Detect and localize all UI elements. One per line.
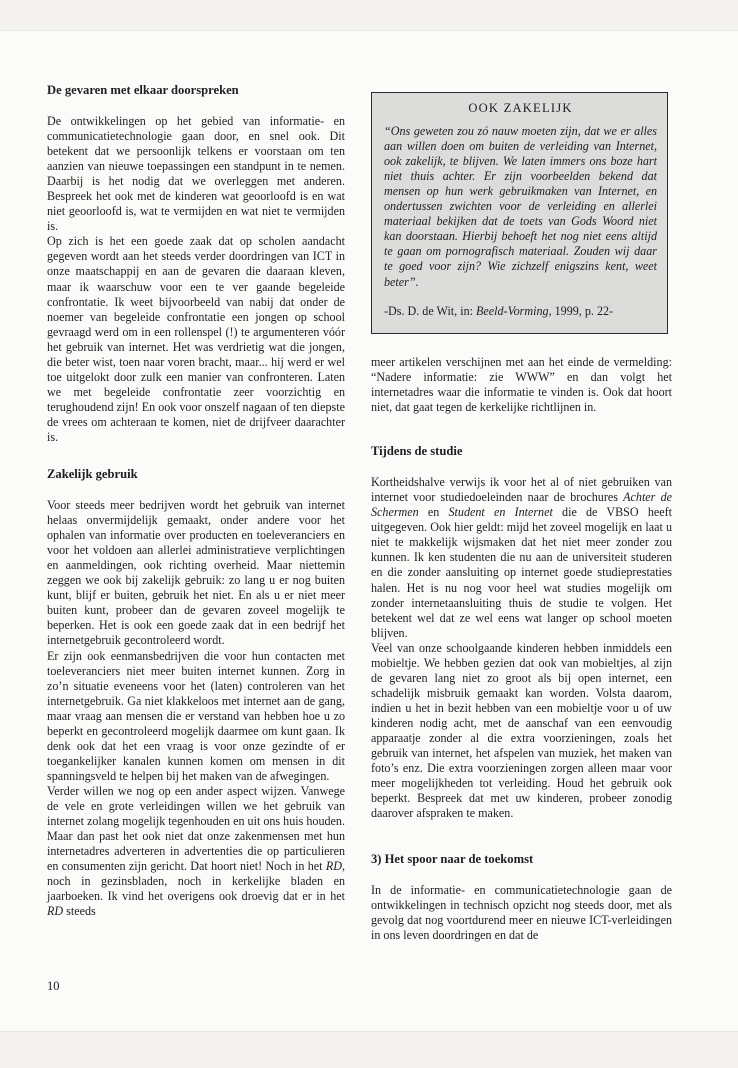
book-title: Student en Internet: [448, 505, 553, 520]
book-title: Achter de Schermen: [371, 490, 672, 520]
left-column: [47, 83, 345, 919]
paragraph: In de informatie- en communicatietechnologie gaan de ontwikkelingen in technisch opzicht nog steeds door, met als gevolg dat nog voortdurend meer en nieuwe ICT-verleidingen in ons leven doordringen en dat de: [371, 883, 672, 943]
heading-gevaren-doorspreken: De gevaren met elkaar doorspreken: [47, 83, 239, 97]
quote-text: “Ons geweten zou zó nauw moeten zijn, dat we er alles aan willen doen om buiten de verleiding van Internet, ook zakelijk, te blijven. We laten immers ons boze hart niet thuis achter. Er zijn voorbeelden bekend dat mensen op hun werk gebruikmaken van Internet, en ondertussen zwichten voor de verleiding en allerlei materiaal bekijken dat de toets van Gods Woord niet kan doorstaan. Hierbij behoeft het nog niet eens altijd te gaan om pornografisch materiaal. Zouden wij daar te goed voor zijn? Wie zichzelf enigszins kent, weet beter”.: [384, 124, 657, 289]
page: [0, 30, 738, 1032]
quote-source: -Ds. D. de Wit, in: Beeld-Vorming, 1999, p. 22-: [384, 303, 614, 318]
quote-box-title: OOK ZAKELIJK: [468, 101, 573, 115]
heading-zakelijk-gebruik: Zakelijk gebruik: [47, 467, 138, 482]
paragraph: meer artikelen verschijnen met aan het einde de vermelding: “Nadere informatie: zie WWW” en dan volgt het internetadres waar die informatie te vinden is. Ook dat hoort niet, dat gaat tegen de kerkelijke richtlijnen in.: [371, 355, 672, 415]
paragraph: Kortheidshalve verwijs ik voor het al of niet gebruiken van internet voor studiedoeleinden naar de brochures Achter de Schermen en Student en Internet die de VBSO heeft uitgegeven. Ook hier geldt: mijd het zoveel mogelijk en laat u niet te makkelijk wijsmaken dat het niet meer zonder zou kunnen. Ik ken studenten die nu aan de universiteit studeren en die zonder aansluiting op internet goede studieprestaties halen. Het is nu nog voor heel wat studies mogelijk om zonder internetaansluiting thuis de studie te volgen. Het betekent wel dat ze wel eens wat langer op school moeten blijven.: [371, 475, 672, 640]
paragraph: Veel van onze schoolgaande kinderen hebben inmiddels een mobieltje. We hebben gezien dat ook van mobieltjes, al zijn de gevaren lang niet zo groot als bij open internet, een schadelijk misbruik gemaakt kan worden. Volsta daarom, indien u het in bezit hebben van een mobieltje voor u of uw kinderen nodig acht, met de aanschaf van een eenvoudig apparaatje zonder al die extra voorzieningen, zoals het gebruik van internet, het afspelen van muziek, het maken van foto’s enz. Die extra voorzieningen zorgen alleen maar voor meer mogelijkheden tot verleiding. Houd het gebruik ook beperkt. Bespreek dat met uw kinderen, probeer zonodig daarover afspraken te maken.: [371, 640, 672, 821]
right-column: [371, 355, 672, 943]
paragraph: De ontwikkelingen op het gebied van informatie- en communicatietechnologie gaan door, en snel ook. Dit betekent dat we persoonlijk telkens er voorstaan om ten aanzien van nieuwe toepassingen een standpunt in te nemen. Daarbij is het nodig dat we overleggen met anderen. Bespreek het ook met de kinderen wat geoorloofd is en wat niet geoorloofd is, wat te vermijden en wat niet te vermijden is.: [47, 114, 345, 234]
paragraph: Op zich is het een goede zaak dat op scholen aandacht gegeven wordt aan het steeds verder doordringen van ICT in onze maatschappij en aan de gevaren die daaraan kleven, maar ik waarschuw voor een te ver gaande begeleide confrontatie. Ik weet bijvoorbeeld van nabij dat onder de noemer van begeleide confrontatie een jongen op school gevraagd werd om in een rollenspel (!) te argumenteren vóór het gebruik van internet. Het was verdrietig wat die jongen, die beter wist, toen naar voren bracht, maar... hij werd er wel toe uitgelokt door zulk een manier van confronteren. Laten we met begeleide confrontatie zeer voorzichtig en terughoudend zijn! En ook voor onszelf nagaan of ten diepste de vrees om achteraan te komen, niet de drijfveer daarachter is.: [47, 234, 345, 444]
paragraph: Voor steeds meer bedrijven wordt het gebruik van internet helaas onvermijdelijk gemaakt, onder andere voor het ophalen van informatie over producten en toeleveranciers en voor het voldoen aan allerlei administratieve verplichtingen en aanmeldingen, ook richting overheid. Maar niettemin zeggen we ook bij zakelijk gebruik: zo lang u er nog buiten kunt, blijf er buiten, gebruik het niet. En als u er niet meer buiten kunt, probeer dan de gevaren zoveel mogelijk te beperken. Het is ook een goede zaak dat in een bedrijf het internetgebruik gecontroleerd wordt.: [47, 498, 345, 648]
rd-abbreviation: RD: [325, 859, 342, 874]
heading-tijdens-de-studie: Tijdens de studie: [371, 444, 463, 459]
page-number: 10: [47, 979, 60, 993]
quote-box: [371, 92, 668, 334]
paragraph: Er zijn ook eenmansbedrijven die voor hun contacten met toeleveranciers niet meer buiten internet kunnen. Zorg in zo’n situatie eveneens voor het (laten) controleren van het internetgebruik. Ga niet klakkeloos met internet aan de gang, maar vraag aan mensen die er verstand van hebben hoe u zo beperkt en gecontroleerd mogelijk daarmee om kunt gaan. Ik denk ook dat het een vraag is voor onze gezindte of er toegankelijker kanalen kunnen komen om mensen in dit spanningsveld te helpen bij het maken van de afwegingen.: [47, 648, 345, 783]
rd-abbreviation: RD: [47, 904, 64, 919]
heading-spoor-naar-toekomst: 3) Het spoor naar de toekomst: [371, 852, 534, 867]
paragraph: Verder willen we nog op een ander aspect wijzen. Vanwege de vele en grote verleidingen willen we het gebruik van internet zolang mogelijk tegenhouden en uit ons huis houden. Maar dan past het ook niet dat onze zakenmensen met hun internetadres adverteren in advertenties die op particulieren en consumenten zijn gericht. Dat hoort niet! Noch in het RD, noch in gezinsbladen, noch in kerkelijke bladen en jaarboeken. Ik vind het overigens ook droevig dat er in het RD steeds: [47, 783, 345, 919]
